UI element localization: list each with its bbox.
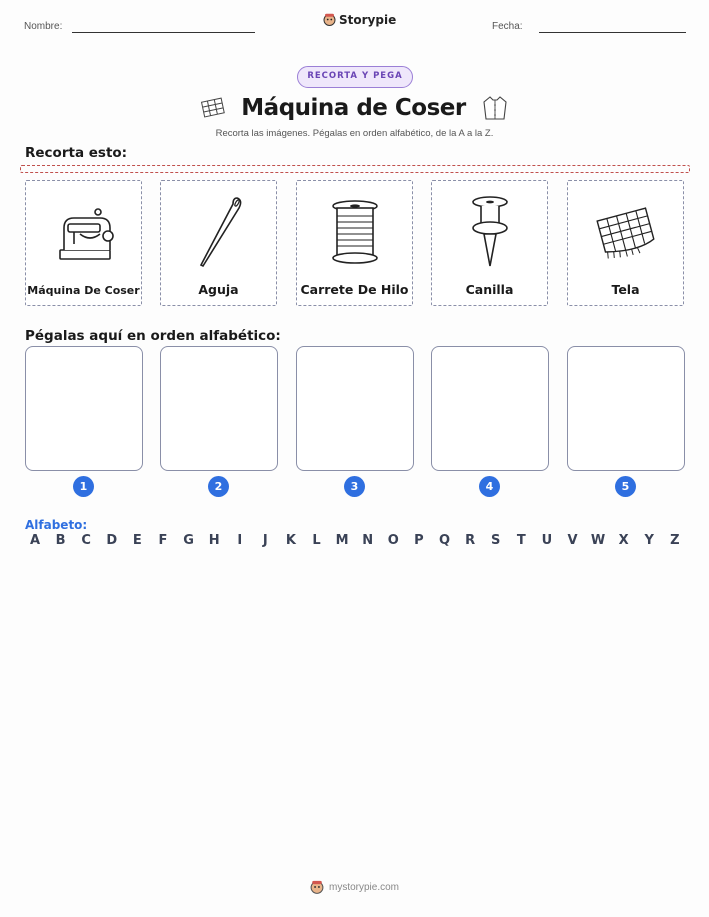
worksheet-title: Máquina de Coser <box>241 95 466 121</box>
alphabet-letter: E <box>132 533 142 548</box>
alphabet-letter: I <box>237 533 243 548</box>
alphabet-letter: G <box>183 533 194 548</box>
alphabet-letter: R <box>465 533 476 548</box>
alphabet-letter: Z <box>670 533 680 548</box>
alphabet-letter: B <box>55 533 66 548</box>
cut-card[interactable] <box>431 180 548 306</box>
cut-section-label: Recorta esto: <box>25 145 128 161</box>
cut-line <box>20 165 690 173</box>
name-line[interactable] <box>72 32 255 33</box>
alphabet-letter: S <box>491 533 501 548</box>
alphabet-letter: O <box>387 533 399 548</box>
alphabet-letter: H <box>208 533 220 548</box>
cut-card[interactable] <box>567 180 684 306</box>
alphabet-letter: N <box>362 533 374 548</box>
alphabet-letter: Y <box>644 533 654 548</box>
shirt-icon <box>480 94 510 122</box>
worksheet-header <box>0 0 709 50</box>
alphabet-letter: D <box>106 533 118 548</box>
alphabet-label: Alfabeto: <box>25 518 88 532</box>
paste-slot[interactable] <box>431 346 549 471</box>
card-label: Tela <box>611 282 640 297</box>
alphabet-letter: K <box>285 533 296 548</box>
slot-number: 5 <box>615 476 636 497</box>
card-label: Carrete De Hilo <box>300 282 409 297</box>
storypie-mascot-icon <box>323 13 336 27</box>
brand-logo <box>323 13 396 27</box>
brand-name: Storypie <box>339 13 397 27</box>
footer-link[interactable]: mystorypie.com <box>328 882 399 893</box>
alphabet-letter: A <box>29 533 41 548</box>
slot-number: 2 <box>208 476 229 497</box>
alphabet-letter: C <box>81 533 91 548</box>
cut-card[interactable] <box>296 180 413 306</box>
name-label: Nombre: <box>24 21 63 32</box>
paste-section-label: Pégalas aquí en orden alfabético: <box>25 328 281 344</box>
date-label: Fecha: <box>492 21 523 32</box>
slot-number: 4 <box>479 476 500 497</box>
alphabet-letter: F <box>158 533 168 548</box>
card-label: Canilla <box>465 282 514 297</box>
slot-number: 3 <box>344 476 365 497</box>
alphabet-letter: L <box>312 533 321 548</box>
activity-badge: RECORTA Y PEGA <box>297 66 413 88</box>
cut-card[interactable] <box>160 180 277 306</box>
card-label: Aguja <box>198 282 239 297</box>
cut-card[interactable] <box>25 180 142 306</box>
paste-slot[interactable] <box>25 346 143 471</box>
instructions: Recorta las imágenes. Pégalas en orden alfabético, de la A a la Z. <box>215 128 494 139</box>
footer <box>0 880 709 895</box>
alphabet-letter: M <box>335 533 349 548</box>
needle-icon <box>189 192 249 272</box>
title-row <box>0 92 709 124</box>
date-line[interactable] <box>539 32 686 33</box>
alphabet-letter: Q <box>438 533 451 548</box>
alphabet-letter: W <box>590 533 606 548</box>
storypie-mascot-icon <box>310 880 324 895</box>
fabric-icon <box>199 96 227 120</box>
slot-number: 1 <box>73 476 94 497</box>
alphabet-letter: T <box>516 533 526 548</box>
paste-slot[interactable] <box>296 346 414 471</box>
alphabet-letter: V <box>567 533 578 548</box>
alphabet-letter: U <box>541 533 553 548</box>
thread-spool-icon <box>327 198 383 266</box>
alphabet-letter: J <box>262 533 268 548</box>
paste-slot[interactable] <box>567 346 685 471</box>
fabric-icon <box>593 202 659 262</box>
bobbin-icon <box>468 194 512 270</box>
paste-slot[interactable] <box>160 346 278 471</box>
alphabet-letter: P <box>414 533 424 548</box>
alphabet-row <box>25 533 685 548</box>
sewing-machine-icon <box>50 198 118 266</box>
card-label: Máquina De Coser <box>27 284 140 297</box>
alphabet-letter: X <box>618 533 629 548</box>
